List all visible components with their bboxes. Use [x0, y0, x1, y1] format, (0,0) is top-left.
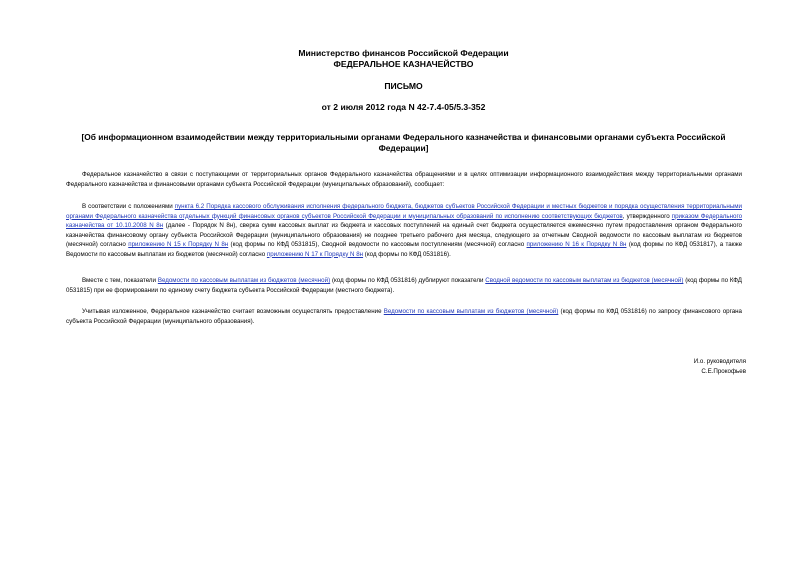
agency-name: ФЕДЕРАЛЬНОЕ КАЗНАЧЕЙСТВО	[333, 59, 474, 69]
link-appendix-17[interactable]: приложению N 17 к Порядку N 8н	[266, 250, 364, 258]
link-appendix-16[interactable]: приложению N 16 к Порядку N 8н	[526, 241, 627, 248]
text-span: В соответствии с положениями	[82, 203, 175, 210]
text-span: (далее - Порядок N 8н), сверка сумм кассовых выплат из бюджета и кассовых поступлений на единый счет бюджета осуществляется ежемесячно путем предоставления органом Федерального казначейства финансовому органу субъекта Российской Федерации (муниципального образования) не позднее третьего рабочего дня месяца, следующего за отчетным Сводной ведомости по кассовым выплатам из бюджетов (месячной) согласно	[66, 222, 743, 248]
link-order-8n[interactable]: приказом Федерального казначейства от 10.10.2008 N 8н	[66, 212, 743, 229]
ministry-name: Министерство финансов Российской Федерации	[298, 48, 509, 58]
text-span: (код формы по КФД 0531815) при ее формировании по единому счету бюджета субъекта Российской Федерации (местного бюджета).	[66, 277, 742, 294]
paragraph-procedure	[66, 202, 742, 259]
document-type: ПИСЬМО	[384, 81, 423, 91]
text-span: (код формы по КФД 0531816) по запросу финансового органа субъекта Российской Федерации (муниципального образования).	[66, 308, 742, 325]
text-span: (код формы по КФД 0531815), Сводной ведомости по кассовым поступлениям (месячной) согласно	[228, 241, 527, 248]
text-span: (код формы по КФД 0531816) дублируют показатели	[330, 277, 486, 284]
paragraph-conclusion	[66, 307, 742, 326]
link-clause-6-2[interactable]: пункта 6.2 Порядка кассового обслуживания исполнения федерального бюджета, бюджетов субъектов Российской Федерации и местных бюджетов и порядка осуществления территориальными органами Федерального казначейства отдельных функций финансовых органов субъектов Российской Федерации и муниципальных образований по исполнению соответствующих бюджетов	[66, 203, 742, 220]
paragraph-intro	[66, 170, 742, 189]
link-appendix-15[interactable]: приложению N 15 к Порядку N 8н	[128, 241, 229, 248]
text-span: (код формы по КФД 0531816).	[363, 250, 451, 258]
text-span: (код формы по КФД 0531817), а также Ведомости по кассовым выплатам из бюджетов (месячной) согласно	[66, 241, 743, 258]
text-span: Вместе с тем, показатели	[82, 277, 158, 284]
document-date: от 2 июля 2012 года N 42-7.4-05/5.3-352	[321, 102, 486, 112]
text-span: Учитывая изложенное, Федеральное казначейство считает возможным осуществлять предоставление	[82, 308, 384, 315]
paragraph-intro-text: Федеральное казначейство в связи с поступающими от территориальных органов Федерального казначейства обращениями и в целях оптимизации информационного взаимодействия между территориальными органами Федерального казначейства и финансовыми органами субъекта Российской Федерации (муниципальных образований), сообщает:	[66, 171, 742, 188]
text-span: , утвержденного	[622, 212, 672, 220]
link-payments-statement[interactable]: Ведомости по кассовым выплатам из бюджетов (месячной)	[157, 277, 331, 284]
paragraph-duplication	[66, 276, 742, 295]
document-title: [Об информационном взаимодействии между территориальными органами Федерального казначейства и финансовыми органами субъекта Российской Федерации]	[81, 132, 726, 153]
link-payments-statement-2[interactable]: Ведомости по кассовым выплатам из бюджетов (месячной)	[383, 308, 559, 315]
link-summary-payments-statement[interactable]: Сводной ведомости по кассовым выплатам из бюджетов (месячной)	[485, 277, 684, 284]
signatory-position: И.о. руководителя	[693, 358, 746, 365]
signatory-name: С.Е.Прокофьев	[701, 368, 746, 375]
